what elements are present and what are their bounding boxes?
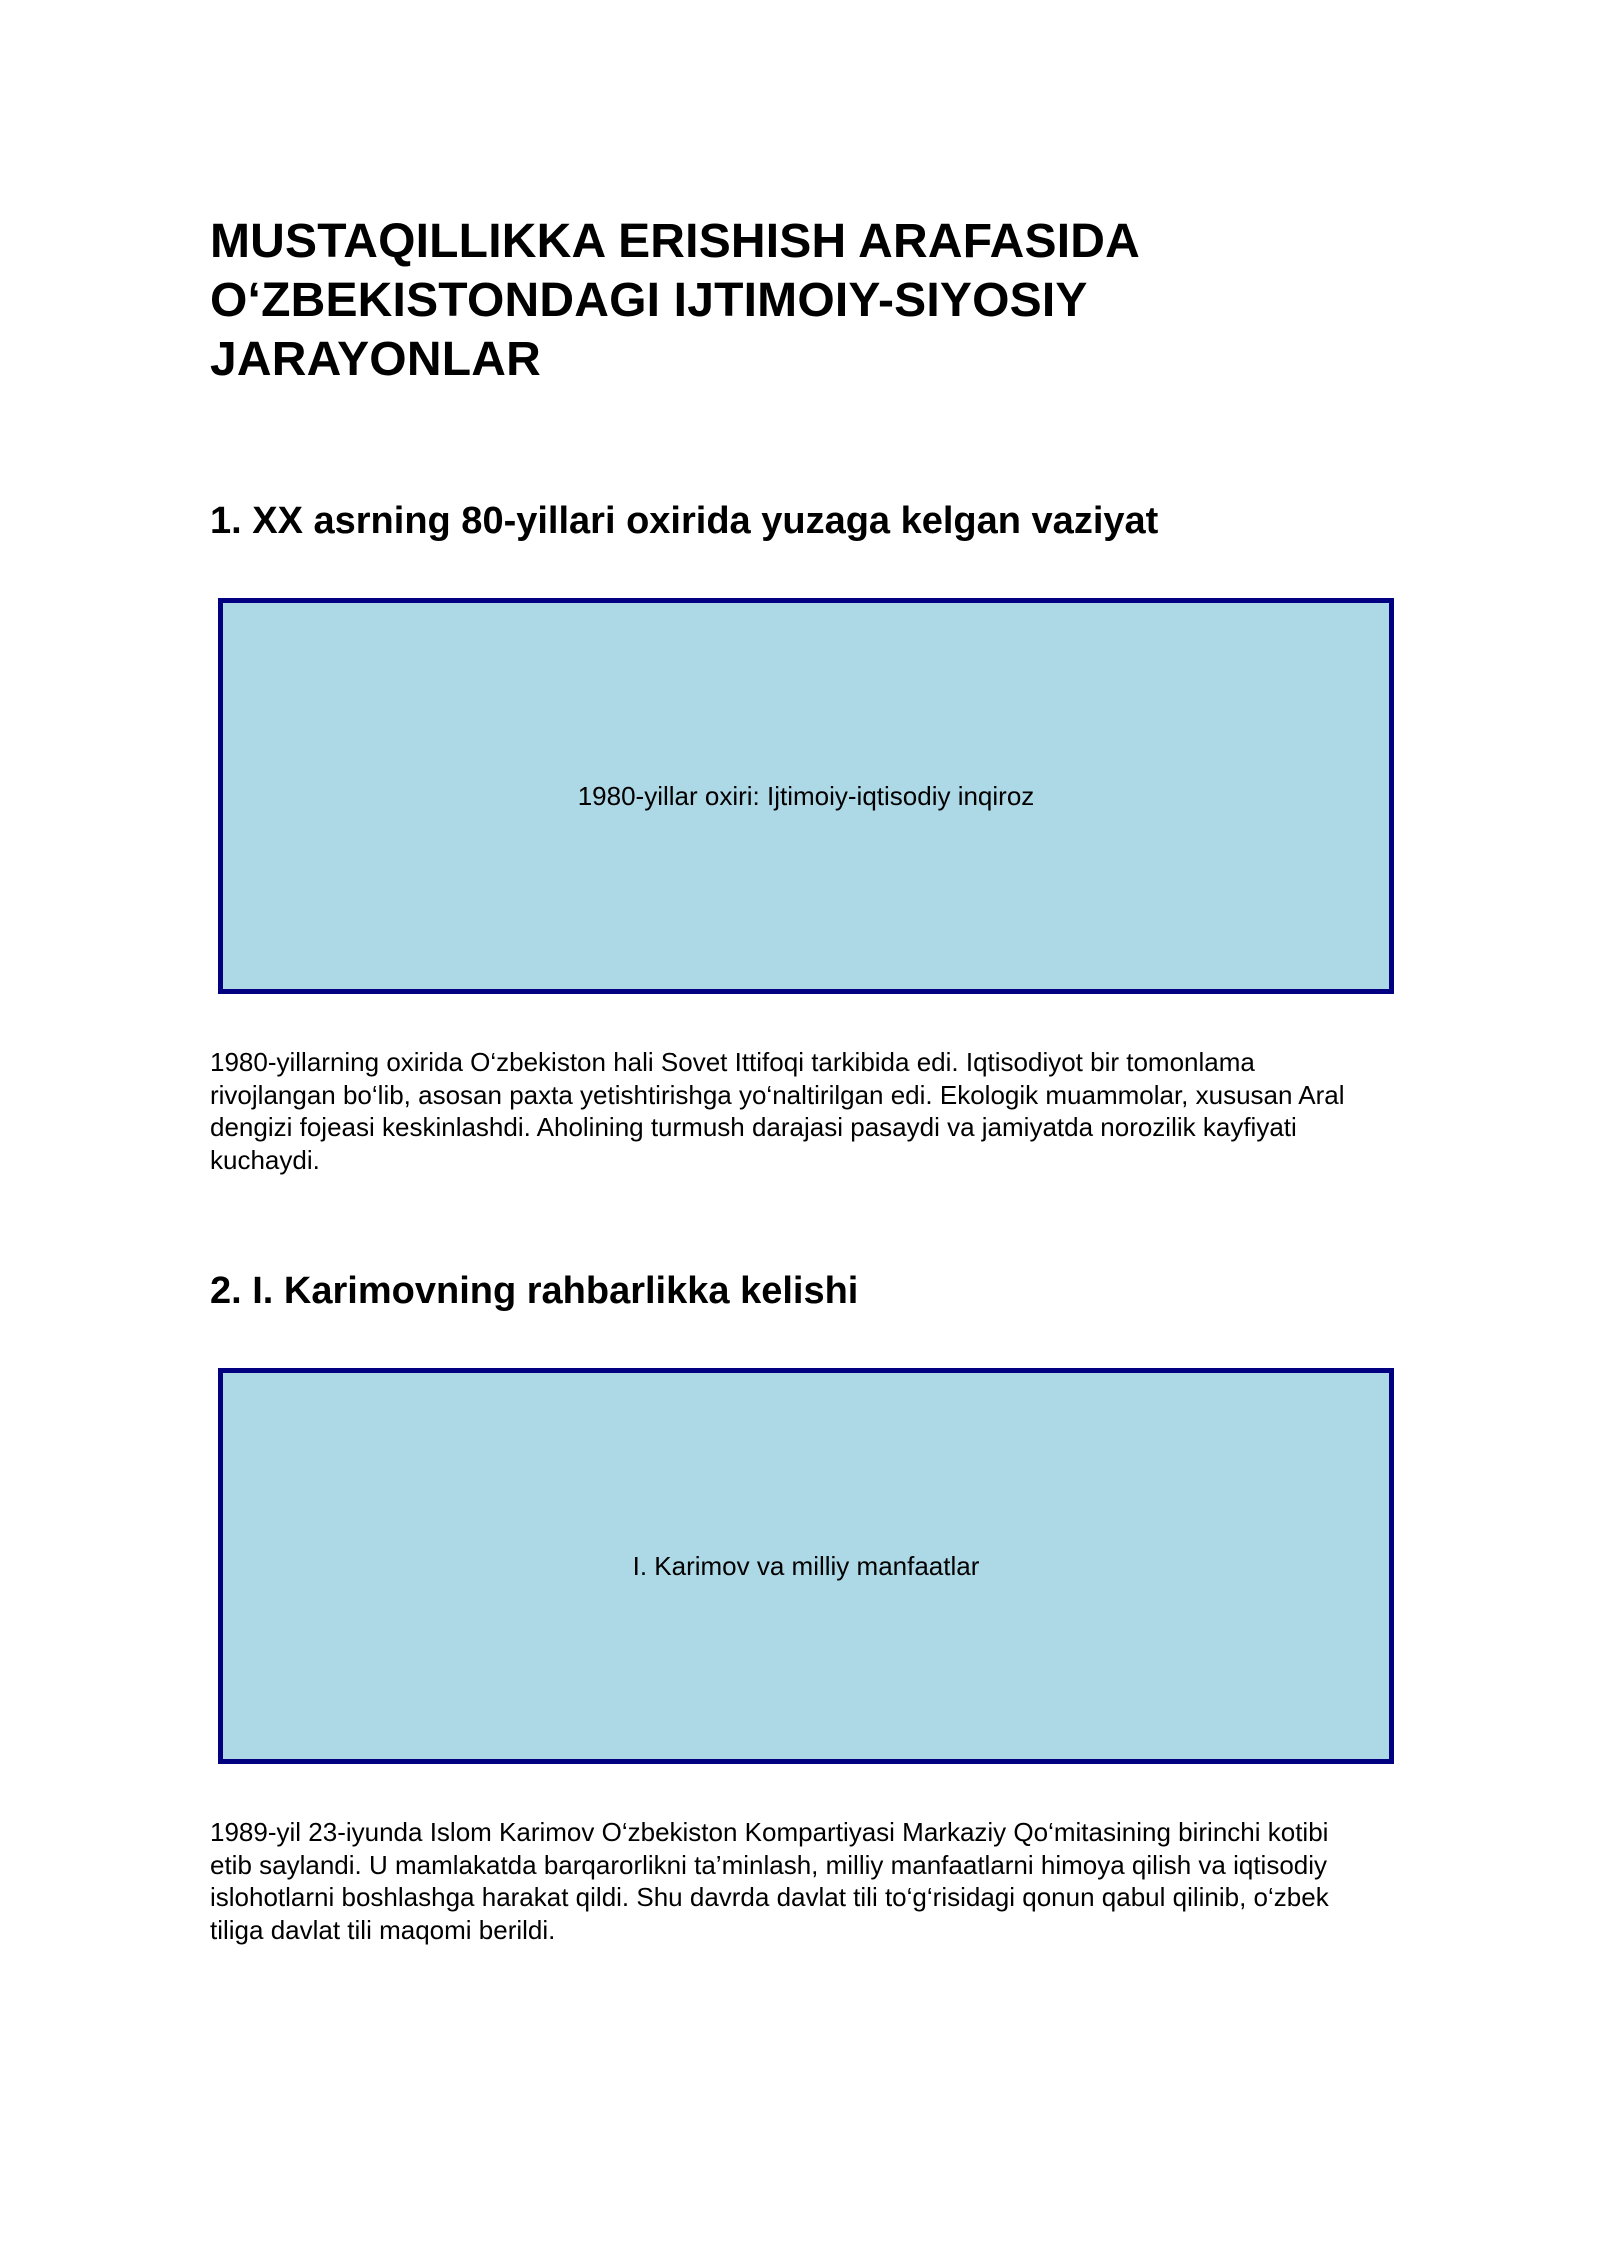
section-1-line-1: 1980-yillarning oxirida O‘zbekiston hali Sovet Ittifoqi tarkibida edi. Iqtisodiyot bir tomonlama <box>210 1047 1255 1077</box>
section-1-image-caption: 1980-yillar oxiri: Ijtimoiy-iqtisodiy inqiroz <box>577 781 1035 811</box>
title-line-1: MUSTAQILLIKKA ERISHISH ARAFASIDA <box>210 215 1140 268</box>
document-title <box>210 212 1410 389</box>
section-2-image-caption: I. Karimov va milliy manfaatlar <box>632 1551 980 1581</box>
section-1-image-placeholder <box>218 598 1394 994</box>
section-2-heading: 2. I. Karimovning rahbarlikka kelishi <box>210 1270 859 1312</box>
section-1-line-2: rivojlangan bo‘lib, asosan paxta yetishtirishga yo‘naltirilgan edi. Ekologik muammolar, xususan Aral <box>210 1079 1345 1110</box>
section-2-line-3: islohotlarni boshlashga harakat qildi. Shu davrda davlat tili to‘g‘risidagi qonun qabul qilinib, o‘zbek <box>210 1882 1329 1912</box>
section-2-line-4: tiliga davlat tili maqomi berildi. <box>210 1914 556 1945</box>
section-2-line-1: 1989-yil 23-iyunda Islom Karimov O‘zbekiston Kompartiyasi Markaziy Qo‘mitasining birinchi kotibi <box>210 1817 1329 1847</box>
section-1-heading: 1. XX asrning 80-yillari oxirida yuzaga kelgan vaziyat <box>210 500 1159 542</box>
section-1-paragraph <box>210 1046 1410 1176</box>
section-1-line-3: dengizi fojeasi keskinlashdi. Aholining turmush darajasi pasaydi va jamiyatda norozilik kayfiyati <box>210 1112 1297 1142</box>
title-line-2: O‘ZBEKISTONDAGI IJTIMOIY-SIYOSIY <box>210 274 1088 327</box>
section-2-line-2: etib saylandi. U mamlakatda barqarorlikni ta’minlash, milliy manfaatlarni himoya qilish va iqtisodiy <box>210 1849 1328 1880</box>
section-2-paragraph <box>210 1816 1410 1946</box>
section-1-line-4: kuchaydi. <box>210 1144 320 1175</box>
section-2-image-placeholder <box>218 1368 1394 1764</box>
title-line-3: JARAYONLAR <box>210 333 541 386</box>
